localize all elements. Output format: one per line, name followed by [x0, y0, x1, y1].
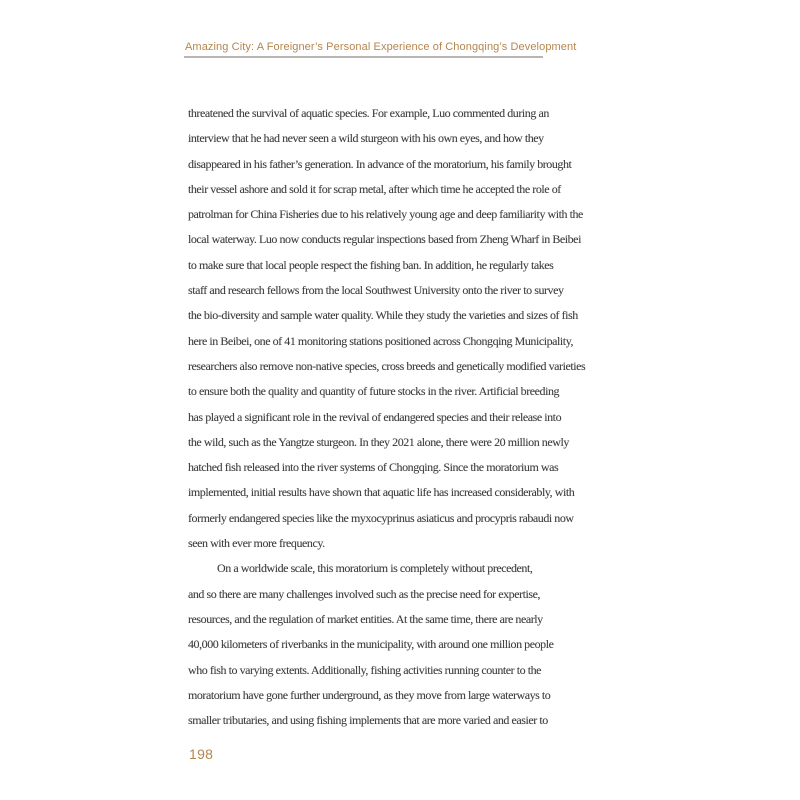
body-text-line: On a worldwide scale, this moratorium is completely without precedent,	[217, 561, 533, 576]
page-number: 198	[189, 746, 214, 762]
body-text-line: the wild, such as the Yangtze sturgeon. In they 2021 alone, there were 20 million newly	[188, 434, 569, 449]
body-text-line: researchers also remove non-native species, cross breeds and genetically modified varieties	[188, 358, 586, 373]
body-text-line: and so there are many challenges involved such as the precise need for expertise,	[188, 586, 541, 601]
running-header-title: Amazing City: A Foreigner’s Personal Experience of Chongqing’s Development	[185, 41, 577, 53]
running-header	[184, 41, 577, 58]
body-text-line: hatched fish released into the river systems of Chongqing. Since the moratorium was	[188, 460, 559, 475]
body-text	[188, 101, 612, 733]
body-text-line: interview that he had never seen a wild sturgeon with his own eyes, and how they	[188, 131, 544, 146]
body-text-line: patrolman for China Fisheries due to his relatively young age and deep familiarity with the	[188, 207, 583, 222]
body-text-line: has played a significant role in the revival of endangered species and their release into	[188, 409, 562, 424]
body-text-line: resources, and the regulation of market entities. At the same time, there are nearly	[188, 611, 543, 626]
body-text-line: their vessel ashore and sold it for scrap metal, after which time he accepted the role of	[188, 181, 561, 196]
body-text-line: 40,000 kilometers of riverbanks in the municipality, with around one million people	[188, 637, 554, 652]
body-text-line: here in Beibei, one of 41 monitoring stations positioned across Chongqing Municipality,	[188, 333, 574, 348]
body-text-line: threatened the survival of aquatic species. For example, Luo commented during an	[188, 106, 549, 120]
body-text-line: local waterway. Luo now conducts regular inspections based from Zheng Wharf in Beibei	[188, 232, 581, 247]
body-text-line: staff and research fellows from the local Southwest University onto the river to survey	[188, 283, 564, 298]
body-text-line: who fish to varying extents. Additionally, fishing activities running counter to the	[188, 662, 542, 677]
body-text-line: implemented, initial results have shown that aquatic life has increased considerably, with	[188, 485, 575, 500]
header-rule	[184, 56, 543, 58]
body-text-line: the bio-diversity and sample water quality. While they study the varieties and sizes of fish	[188, 308, 578, 323]
body-text-line: to ensure both the quality and quantity of future stocks in the river. Artificial breeding	[188, 384, 560, 399]
body-text-line: formerly endangered species like the myxocyprinus asiaticus and procypris rabaudi now	[188, 510, 574, 525]
body-text-line: moratorium have gone further underground, as they move from large waterways to	[188, 687, 551, 702]
body-text-line: to make sure that local people respect the fishing ban. In addition, he regularly takes	[188, 257, 554, 272]
body-text-line: smaller tributaries, and using fishing implements that are more varied and easier to	[188, 713, 548, 728]
body-text-line: disappeared in his father’s generation. In advance of the moratorium, his family brought	[188, 156, 572, 171]
body-text-line: seen with ever more frequency.	[188, 536, 325, 551]
